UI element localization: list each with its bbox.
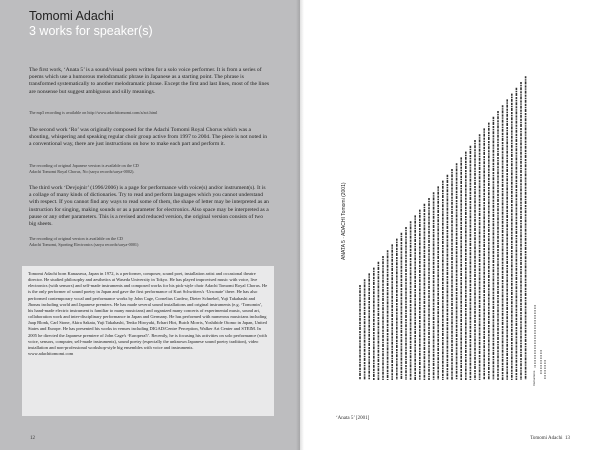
- biography-url: www.adachitomomi.com: [28, 351, 74, 357]
- right-folio: [530, 436, 570, 441]
- section-3-note-2: Adachi Tomomi, Sporting Electronics (sarya records/sarya-0001): [29, 242, 139, 247]
- running-head: Tomomi Adachi: [530, 436, 563, 441]
- score-caption: ‘Anata 5’ [2001]: [336, 416, 370, 421]
- page-subtitle: 3 works for speaker(s): [29, 24, 153, 38]
- biography-body: Tomomi Adachi born Kanazawa, Japan in 1972, is a performer, composer, sound poet, installation artist and occasional theatre director. He studied philosophy and aesthetics at Waseda University in Tokyo. He has played improvised music with voice, live electronics (with sensors) and self-made instruments and composed works for his pick-style choir Adachi Tomomi Royal Chorus. He is the only performer of sound poetry in Japan and gave the first performance of Kurt Schwitters's ‘Ursonate’ there. He has also performed contemporary vocal and performance works by John Cage, Cornelius Cardew, Dieter Schnebel, Yuji Takahashi and Jhonas including world and Japanese premiers. He has made several sound installations and original instruments (e.g. ‘Tomomin’, his hand-made electric instrument is familiar to many musicians) and organized many concerts of experimental music, sound art, collaboration work and inter-disciplinary performance in Japan and Germany. He has performed with numerous musicians including Jaap Blonk, Carl Stone, Akira Sakata, Yuji Takahashi, Tenko Hiroyuki, Erhart Hirt, Butch Morris, Yoshihide Otomo in Japan, United States and Europe. He has presented his works in venues including DIGAD/Centre Perception, Walker Art Center and STEIM. In 2005 he directed the Japanese premiere of John Cage's ‘Europera5’. Recently, he is focusing his activities on solo performance (with voice, sensors, computer, self-made instruments), sound poetry (especially the unknown Japanese sound poetry tradition), video installation and non-professional workshop-style big ensembles with voice and instruments.: [28, 271, 268, 350]
- left-page-number: 12: [30, 436, 35, 441]
- section-2-note-2: Adachi Tomomi Royal Chorus, No (sarya records/sarya-0002).: [29, 169, 135, 174]
- score-image: [330, 50, 568, 412]
- page-title: Tomomi Adachi: [29, 9, 114, 23]
- biography-text: [28, 271, 268, 357]
- section-1-note: The mp3 recording is available on http://www.adachitomomi.com/a/act.html: [29, 110, 158, 115]
- right-page-number: 13: [565, 436, 570, 441]
- score-instruction-label: Instructions: [532, 370, 536, 386]
- section-3-body: The third work ‘Devjojnir’ (1996/2006) is a page for performance with voice(s) and/or instrument(s). It is a collage of many kinds of dictionaries. Try to read and perform languages which you cannot understand with respect. If you cannot find any ways to read some of them, the shape of letter may be interpreted as an instruction for singing, making sounds or as a parameter for electronics. Also space may be interpreted as a pause or any other parameters. This is a revised and reduced version, the original version consists of two big sheets.: [29, 185, 269, 228]
- score-lines: [360, 76, 545, 380]
- section-2-body: The second work ‘Ro’ was originally composed for the Adachi Tomomi Royal Chorus which was a shouting, whispering and speaking regular choir group active from 1997 to 2004. The piece is not noted in a conventional way, there are just instructions on how to make each part and perform it.: [29, 127, 268, 148]
- section-3-note-1: The recording of original version is available on the CD: [29, 236, 123, 241]
- biography-box: [22, 266, 274, 416]
- section-2-note-1: The recording of original Japanese version is available on the CD: [29, 163, 139, 168]
- section-1-body: The first work, ‘Anata 5’ is a sound/visual poem written for a solo voice performer. It is from a series of poems which use a humorous melodramatic phrase in Japanese as a starting point. The phrase is transformed systematically to another melodramatic phrase. Except the first and last lines, most of the lines are nonsense but suggest ambiguous and silly meanings.: [29, 67, 269, 95]
- page-gutter: [296, 0, 304, 450]
- score-heading: ANATA 5 · ADACHI Tomomi (2001): [341, 182, 347, 260]
- sound-poem-score: [330, 50, 568, 412]
